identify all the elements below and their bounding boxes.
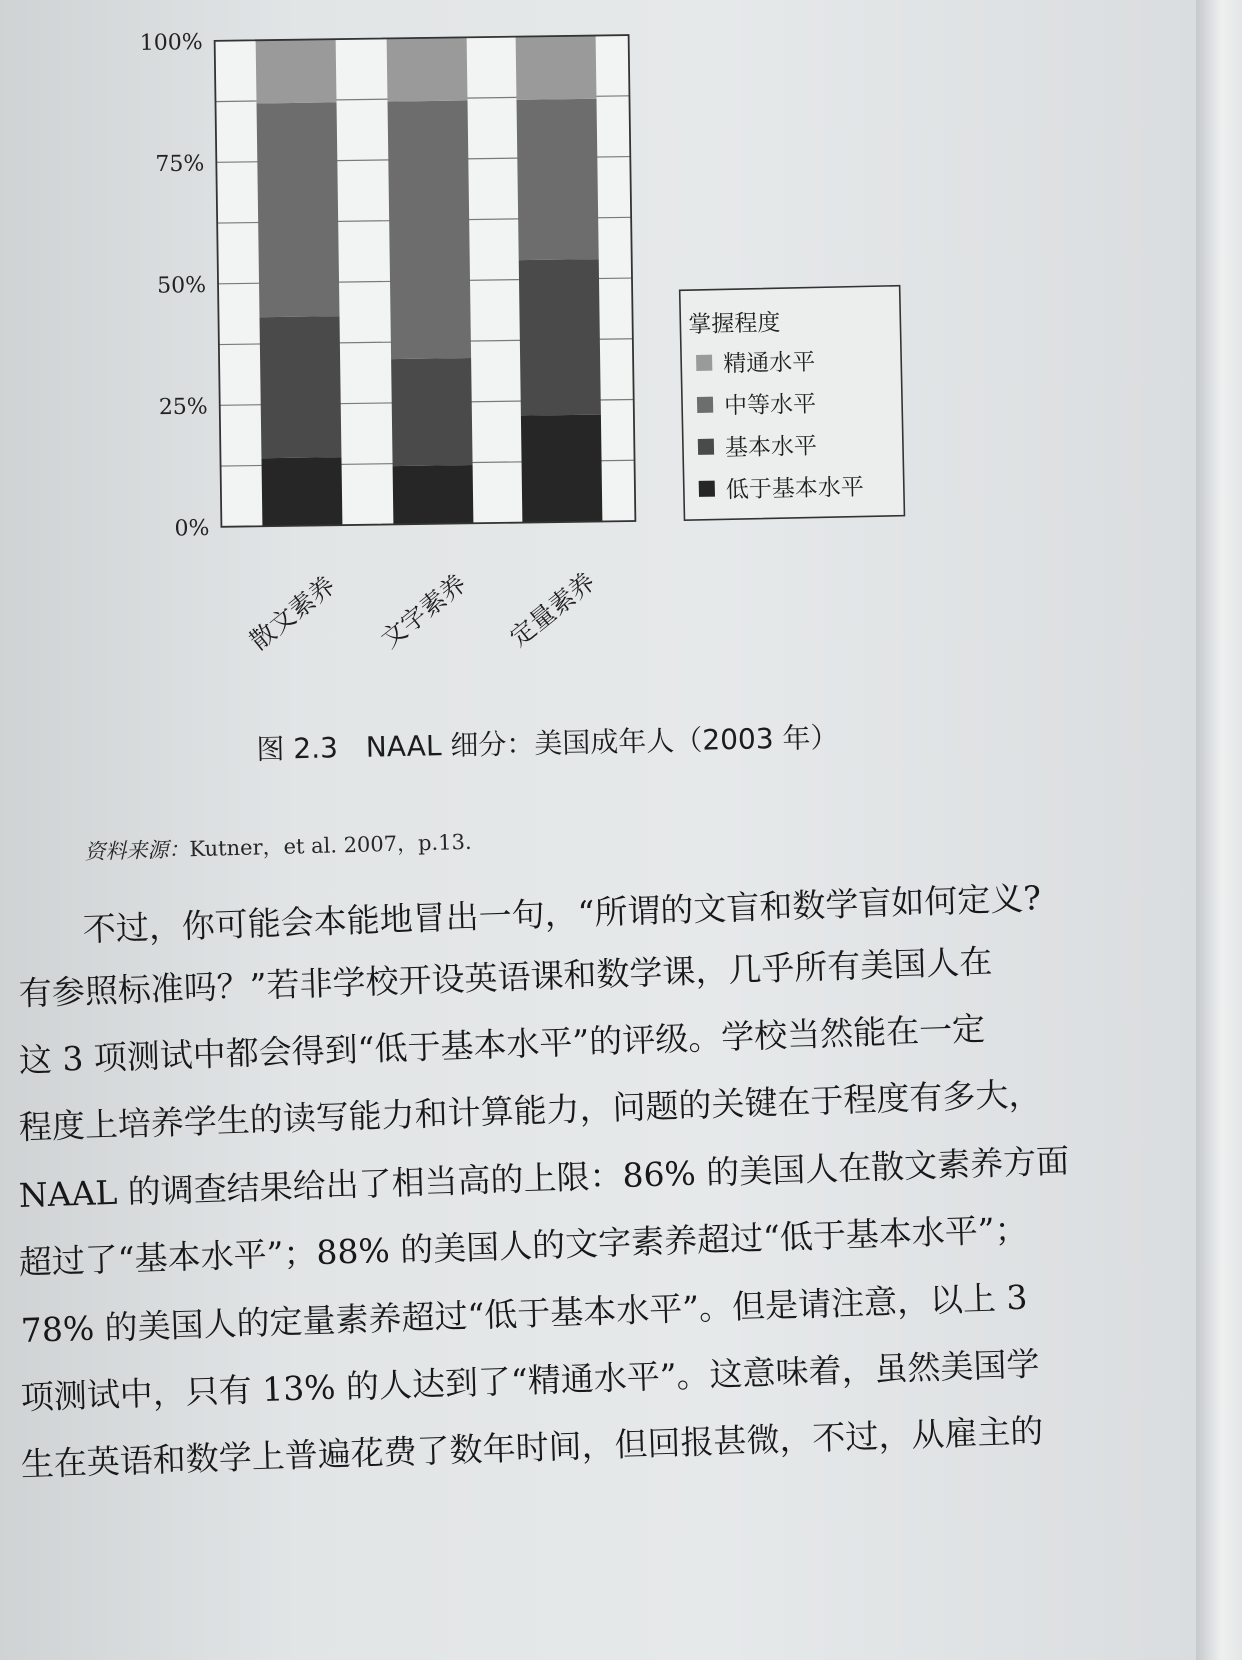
bar-segment bbox=[260, 316, 342, 458]
stacked-bar-chart bbox=[0, 0, 1000, 660]
legend-label: 精通水平 bbox=[722, 349, 816, 378]
plot-group bbox=[140, 24, 638, 657]
x-category-label: 文字素养 bbox=[375, 568, 472, 654]
bar-segment bbox=[516, 99, 598, 260]
y-tick-label: 0% bbox=[174, 515, 210, 542]
body-line: 这 3 项测试中都会得到“低于基本水平”的评级。学校当然能在一定 bbox=[18, 1008, 986, 1080]
source-label: 资料来源： bbox=[84, 837, 190, 864]
legend-swatch bbox=[698, 439, 714, 455]
book-gutter bbox=[1196, 0, 1242, 1660]
x-category-label: 定量素养 bbox=[504, 566, 601, 653]
body-line: 项测试中，只有 13% 的人达到了“精通水平”。这意味着，虽然美国学 bbox=[20, 1344, 1041, 1417]
y-tick-label: 50% bbox=[156, 272, 207, 299]
body-line: 生在英语和数学上普遍花费了数年时间，但回报甚微，不过，从雇主的 bbox=[20, 1411, 1044, 1484]
body-line: 超过了“基本水平”；88% 的美国人的文字素养超过“低于基本水平”； bbox=[18, 1209, 1029, 1282]
bar-segment bbox=[516, 36, 597, 100]
bar-segment bbox=[391, 358, 472, 466]
legend-swatch bbox=[696, 355, 712, 371]
body-line: 78% 的美国人的定量素养超过“低于基本水平”。但是请注意，以上 3 bbox=[20, 1277, 1029, 1350]
body-line: 不过，你可能会本能地冒出一句，“所谓的文盲和数学盲如何定义? bbox=[82, 878, 1042, 949]
chart-legend bbox=[680, 286, 905, 521]
bar-segment bbox=[519, 259, 601, 416]
y-tick-label: 100% bbox=[139, 30, 203, 56]
body-line: NAAL 的调查结果给出了相当高的上限：86% 的美国人在散文素养方面 bbox=[18, 1141, 1070, 1215]
bar-segment bbox=[393, 465, 474, 524]
bar-segment bbox=[261, 457, 342, 526]
bar-segment bbox=[256, 39, 337, 103]
body-line: 有参照标准吗？”若非学校开设英语课和数学课，几乎所有美国人在 bbox=[18, 941, 993, 1013]
x-category-label: 散文素养 bbox=[244, 570, 341, 656]
legend-swatch bbox=[697, 397, 713, 413]
legend-label: 低于基本水平 bbox=[725, 474, 865, 504]
legend-title: 掌握程度 bbox=[688, 310, 781, 339]
y-tick-label: 75% bbox=[155, 151, 205, 178]
legend-swatch bbox=[699, 481, 715, 497]
bar-segment bbox=[388, 100, 472, 359]
bar-segment bbox=[521, 415, 602, 523]
legend-label: 基本水平 bbox=[724, 433, 818, 462]
source-text: Kutner，et al. 2007，p.13. bbox=[189, 829, 472, 862]
body-line: 程度上培养学生的读写能力和计算能力，问题的关键在于程度有多大， bbox=[18, 1074, 1042, 1147]
legend-label: 中等水平 bbox=[723, 391, 817, 420]
bar-segment bbox=[257, 102, 340, 317]
y-tick-label: 25% bbox=[158, 394, 208, 421]
bar-segment bbox=[387, 37, 468, 101]
figure-caption: 图 2.3 NAAL 细分：美国成年人（2003 年） bbox=[256, 720, 839, 766]
